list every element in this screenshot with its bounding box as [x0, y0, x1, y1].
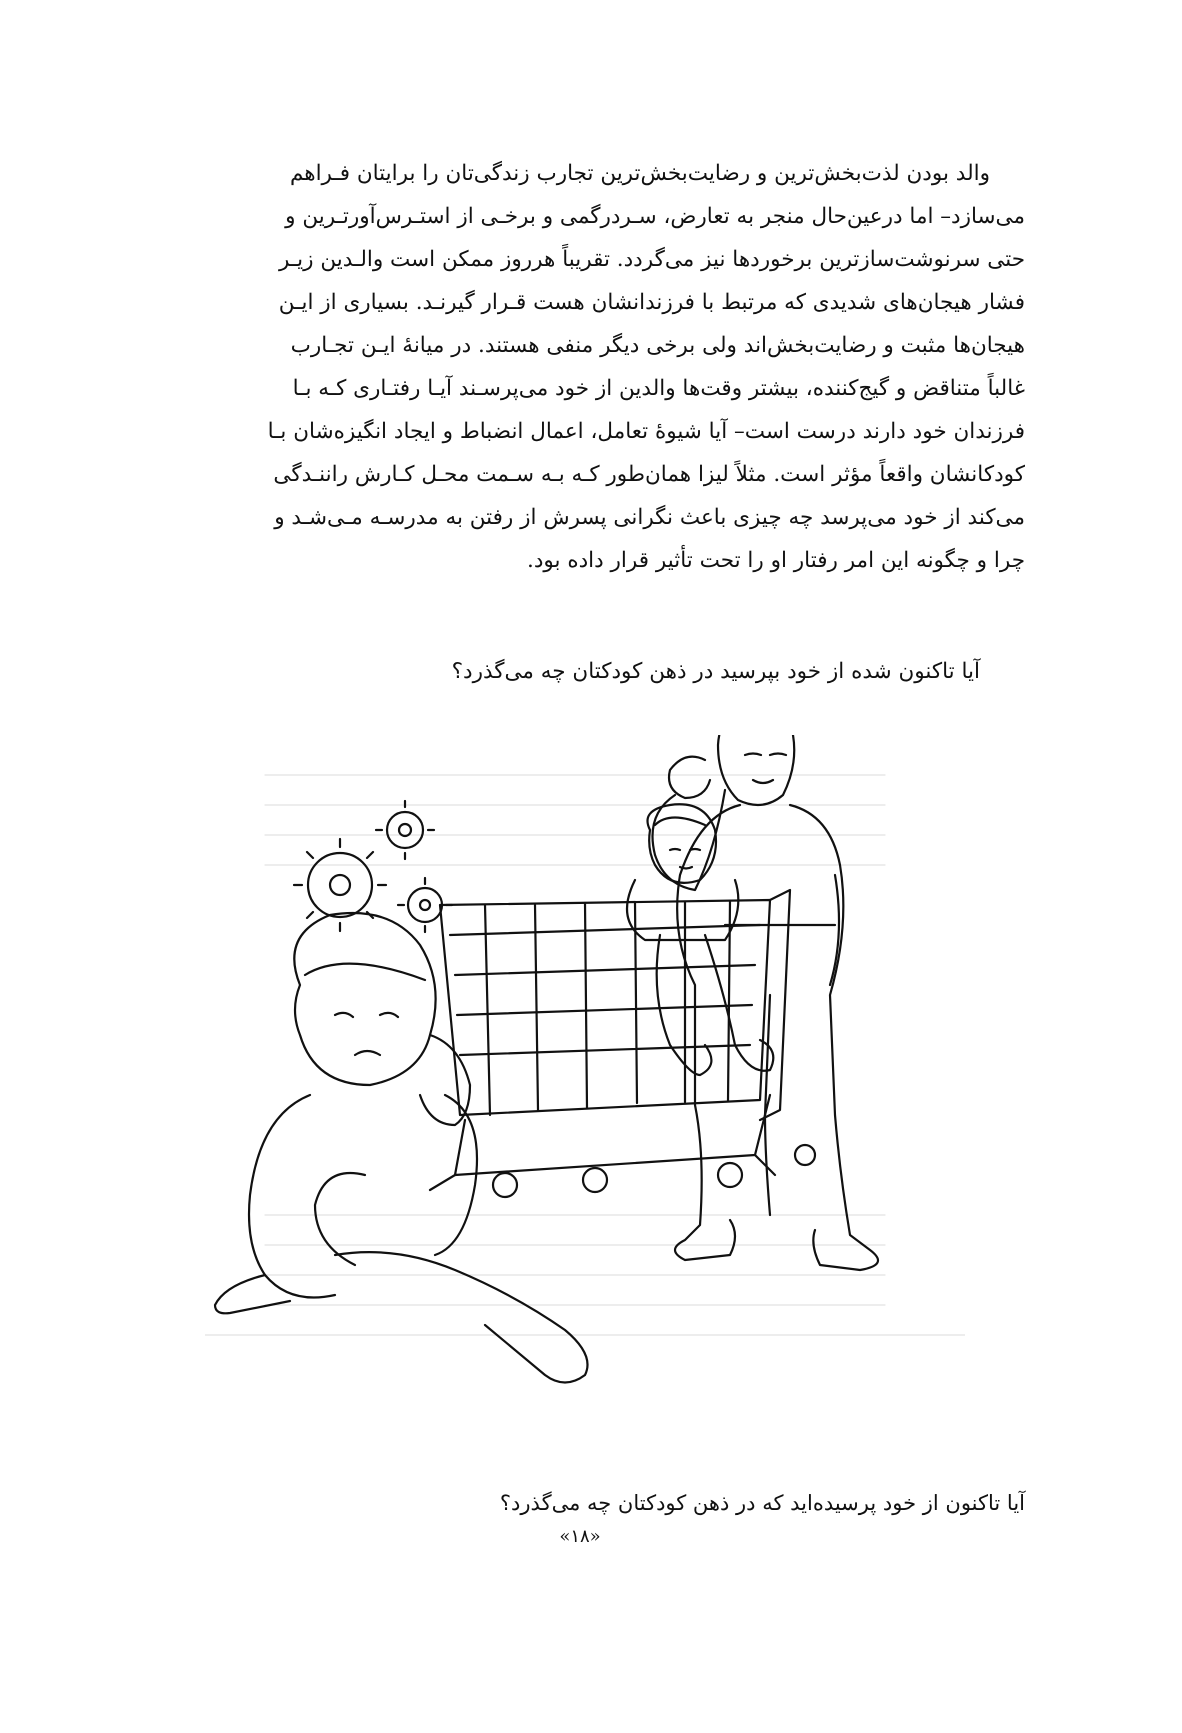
bleed-through-texture [205, 775, 965, 1335]
girl-figure [627, 804, 773, 1075]
body-line: غالباً متناقض و گیج‌کننده، بیشتر وقت‌ها والدین از خود می‌پرسـند آیـا رفتـاری کـه بـا [292, 376, 1025, 401]
body-line: هیجان‌ها مثبت و رضایت‌بخش‌اند ولی برخی دیگر منفی هستند. در میانهٔ ایـن تجـارب [290, 333, 1025, 358]
body-line: حتی سرنوشت‌سازترین برخوردها نیز می‌گردد. تقریباً هرروز ممکن است والـدین زیـر [279, 247, 1025, 272]
body-line: می‌کند از خود می‌پرسد چه چیزی باعث نگرانی پسرش از رفتن به مدرسـه مـی‌شـد و [274, 505, 1025, 530]
shopping-cart [430, 890, 815, 1197]
body-line: فشار هیجان‌های شدیدی که مرتبط با فرزندانشان هست قـرار گیرنـد. بسیاری از ایـن [278, 290, 1025, 315]
body-line: چرا و چگونه این امر رفتار او را تحت تأثیر قرار داده بود. [527, 548, 1025, 573]
body-paragraph [155, 152, 1025, 582]
body-line: می‌سازد– اما درعین‌حال منجر به تعارض، سـردرگمی و برخـی از استـرس‌آورتـرین و [285, 204, 1025, 229]
family-illustration [205, 735, 965, 1455]
boy-figure [215, 913, 588, 1383]
body-line: کودکانشان واقعاً مؤثر است. مثلاً لیزا همان‌طور کـه بـه سـمت محـل کـارش راننـدگی [273, 462, 1025, 487]
body-line: والد بودن لذت‌بخش‌ترین و رضایت‌بخش‌ترین تجارب زندگی‌تان را برایتان فـراهم [289, 161, 990, 186]
body-line: فرزندان خود دارند درست است– آیا شیوهٔ تعامل، اعمال انضباط و ایجاد انگیزه‌شان بـا [267, 419, 1025, 444]
body-question-text: آیا تاکنون شده از خود بپرسید در ذهن کودکتان چه می‌گذرد؟ [451, 659, 980, 684]
page-number: «۱۸» [559, 1526, 601, 1547]
figure-caption: آیا تاکنون از خود پرسیده‌اید که در ذهن کودکتان چه می‌گذرد؟ [499, 1491, 1025, 1515]
body-question [155, 650, 1025, 693]
gears-icon [294, 801, 452, 932]
